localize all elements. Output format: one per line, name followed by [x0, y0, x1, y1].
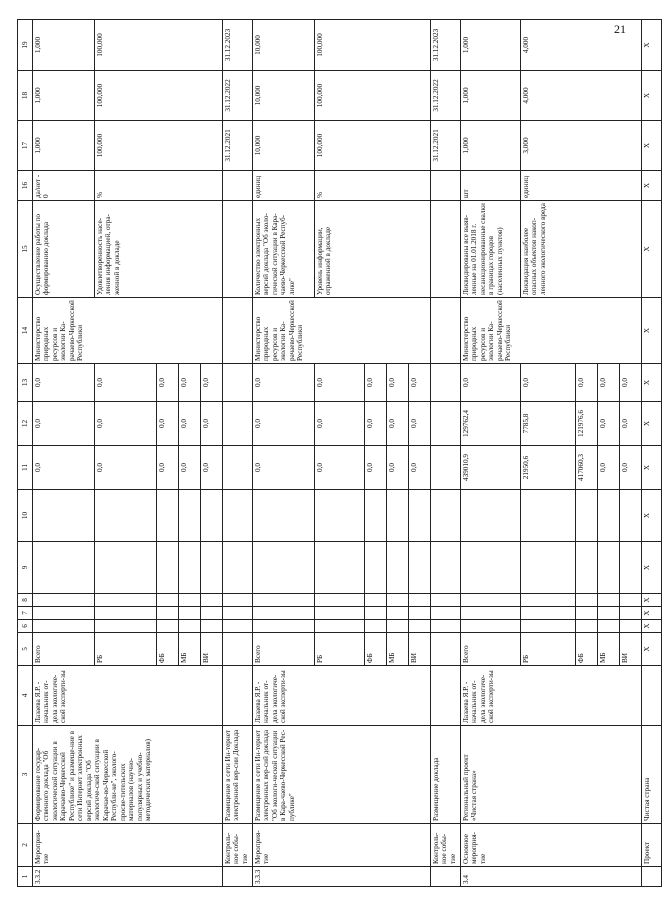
value-cell: 3,000	[521, 121, 642, 171]
value-cell: 0,0	[179, 402, 201, 446]
value-cell: 0,0	[33, 446, 95, 490]
value-cell: 0,0	[201, 446, 223, 490]
table-row	[431, 20, 461, 887]
indicator: Удовлетворенность насе-ления информацией, отра-женной в докладе	[95, 201, 223, 298]
value-cell: 0,0	[157, 364, 179, 402]
value-cell: 100,000	[315, 121, 431, 171]
unit: %	[95, 171, 223, 201]
value-cell: 100,000	[315, 20, 431, 71]
x-mark: X	[642, 620, 662, 633]
item-type: Мероприя-тие	[253, 824, 431, 867]
value-cell: 100,000	[95, 20, 223, 71]
value-cell: 0,0	[387, 402, 409, 446]
fund-source: ФБ	[576, 633, 598, 666]
header-cell: 14	[18, 298, 33, 364]
value-cell: 10,000	[253, 121, 315, 171]
item-type: Контроль-ное собы-тие	[431, 824, 461, 867]
value-cell: 10,000	[253, 71, 315, 121]
header-cell: 11	[18, 446, 33, 490]
date-cell: 31.12.2022	[431, 71, 461, 121]
item-type: Основное мероприя-тие	[461, 824, 642, 867]
responsible: Лазаева Я.Р. - начальник от-дела экологиче-ской эксперти-зы	[461, 666, 642, 726]
unit: единиц	[521, 171, 642, 201]
value-cell: 1,000	[33, 121, 95, 171]
fund-source: ФБ	[365, 633, 387, 666]
value-cell: 129762,4	[461, 402, 521, 446]
fund-source: ВИ	[620, 633, 642, 666]
date-cell: 31.12.2022	[223, 71, 253, 121]
value-cell: 0,0	[179, 446, 201, 490]
column-number-row	[18, 20, 33, 887]
indicator: Количество электронных версий доклада "Об эколо-гической ситуации в Кара-чаево-Черкесской Респуб-лике"	[253, 201, 315, 298]
value-cell: 0,0	[315, 402, 365, 446]
value-cell: 1,000	[461, 121, 521, 171]
item-name: Размещение в сети Ин-тернет электронных вер-сий доклада "Об экологи-ческой ситуации в Кара-чаево-Черкесской Рес-публике"	[253, 726, 431, 824]
header-cell: 13	[18, 364, 33, 402]
item-number: 3.3.3	[253, 867, 431, 887]
value-cell: 0,0	[365, 402, 387, 446]
unit: единиц	[253, 171, 315, 201]
table-row	[642, 20, 662, 887]
x-mark: X	[642, 542, 662, 594]
value-cell: 0,0	[409, 446, 431, 490]
date-cell: 31.12.2023	[223, 20, 253, 71]
value-cell: 0,0	[33, 402, 95, 446]
executor: Министерство природных ресурсов и экологии Ка-рачаево-Черкесской Республики	[461, 298, 642, 364]
x-mark: X	[642, 298, 662, 364]
item-number: 3.3.2	[33, 867, 223, 887]
value-cell: 0,0	[387, 364, 409, 402]
item-number: 3.4	[461, 867, 642, 887]
fund-source: ВИ	[201, 633, 223, 666]
header-cell: 4	[18, 666, 33, 726]
x-mark: X	[642, 633, 662, 666]
value-cell: 0,0	[576, 364, 598, 402]
x-mark: X	[642, 402, 662, 446]
header-cell: 1	[18, 867, 33, 887]
header-cell: 5	[18, 633, 33, 666]
item-name: Региональный проект «Чистая страна»	[461, 726, 642, 824]
indicator: Ликвидация наиболее опасных объектов накоп-ленного экологического вреда	[521, 201, 642, 298]
value-cell: 0,0	[620, 402, 642, 446]
header-cell: 2	[18, 824, 33, 867]
fund-source: МБ	[179, 633, 201, 666]
value-cell: 7785,8	[521, 402, 576, 446]
x-mark: X	[642, 71, 662, 121]
header-cell: 16	[18, 171, 33, 201]
x-mark: X	[642, 490, 662, 542]
value-cell: 1,000	[33, 20, 95, 71]
value-cell: 0,0	[157, 402, 179, 446]
value-cell: 100,000	[315, 71, 431, 121]
fund-source: Всего	[33, 633, 95, 666]
item-type: Мероприя-тие	[33, 824, 223, 867]
item-type: Контроль-ное собы-тие	[223, 824, 253, 867]
item-type: Проект	[642, 824, 662, 867]
header-cell: 3	[18, 726, 33, 824]
value-cell: 10,000	[253, 20, 315, 71]
program-table	[17, 19, 662, 887]
fund-source: Всего	[253, 633, 315, 666]
date-cell: 31.12.2021	[431, 121, 461, 171]
header-cell: 9	[18, 542, 33, 594]
value-cell: 121976,6	[576, 402, 598, 446]
value-cell: 0,0	[598, 364, 620, 402]
table-row	[253, 20, 315, 887]
header-cell: 19	[18, 20, 33, 71]
value-cell: 0,0	[253, 402, 315, 446]
unit: шт	[461, 171, 521, 201]
x-mark: X	[642, 607, 662, 620]
value-cell: 100,000	[95, 71, 223, 121]
value-cell: 1,000	[33, 71, 95, 121]
value-cell: 0,0	[365, 364, 387, 402]
x-mark: X	[642, 364, 662, 402]
header-cell: 18	[18, 71, 33, 121]
value-cell: 1,000	[461, 71, 521, 121]
value-cell: 4,000	[521, 71, 642, 121]
rotated-table-wrapper	[17, 20, 651, 887]
x-mark: X	[642, 446, 662, 490]
header-cell: 17	[18, 121, 33, 171]
value-cell: 1,000	[461, 20, 521, 71]
fund-source: Всего	[461, 633, 521, 666]
x-mark: X	[642, 594, 662, 607]
fund-source: РБ	[315, 633, 365, 666]
x-mark: X	[642, 121, 662, 171]
value-cell: 0,0	[315, 446, 365, 490]
value-cell: 0,0	[315, 364, 365, 402]
item-name: Формирование государ-ственного доклада "Об экологической ситуации в Карачаево-Черкесской Республике" и размеще-ние в сети Интернет электронных версий доклада "Об экологиче-ской ситуации в Карачае-во-Черкесской Республи-ке", эколого-просве-тительских материалов (научно-популярных и учебно-методических материалов)	[33, 726, 223, 824]
item-name: Размещение в сети Ин-тернет электронной вер-сии Доклада	[223, 726, 253, 824]
value-cell: 0,0	[598, 446, 620, 490]
value-cell: 21950,6	[521, 446, 576, 490]
value-cell: 0,0	[620, 446, 642, 490]
value-cell: 0,0	[365, 446, 387, 490]
value-cell: 100,000	[95, 121, 223, 171]
value-cell: 0,0	[157, 446, 179, 490]
value-cell: 0,0	[598, 402, 620, 446]
fund-source: ФБ	[157, 633, 179, 666]
executor: Министерство природных ресурсов и экологии Ка-рачаево-Черкесской Республики	[253, 298, 431, 364]
value-cell: 0,0	[201, 364, 223, 402]
value-cell: 0,0	[95, 446, 157, 490]
value-cell: 0,0	[387, 446, 409, 490]
value-cell: 0,0	[409, 402, 431, 446]
value-cell: 0,0	[95, 364, 157, 402]
fund-source: РБ	[95, 633, 157, 666]
unit: да/нет - 0	[33, 171, 95, 201]
fund-source: РБ	[521, 633, 576, 666]
page-number: 21	[614, 22, 626, 36]
value-cell: 0,0	[620, 364, 642, 402]
value-cell: 4,000	[521, 20, 642, 71]
value-cell: 0,0	[253, 446, 315, 490]
header-cell: 15	[18, 201, 33, 298]
indicator: Осуществление работы по формированию доклада	[33, 201, 95, 298]
value-cell: 0,0	[521, 364, 576, 402]
value-cell: 0,0	[253, 364, 315, 402]
table-row	[33, 20, 95, 887]
table-row	[223, 20, 253, 887]
indicator: Ликвидированы все выяв-ленные на 01.01.2018 г. несанкционированные свалки в границах городов (населенных пунктов)	[461, 201, 521, 298]
value-cell: 0,0	[409, 364, 431, 402]
value-cell: 0,0	[33, 364, 95, 402]
date-cell: 31.12.2023	[431, 20, 461, 71]
date-cell: 31.12.2021	[223, 121, 253, 171]
item-name: Размещение доклада	[431, 726, 461, 824]
value-cell: 0,0	[201, 402, 223, 446]
responsible: Лазаева Я.Р. - начальник от-дела экологиче-ской эксперти-зы	[253, 666, 431, 726]
value-cell: 417060,3	[576, 446, 598, 490]
header-cell: 7	[18, 607, 33, 620]
responsible: Лазаева Я.Р. - начальник от-дела экологиче-ской эксперти-зы	[33, 666, 223, 726]
unit: %	[315, 171, 431, 201]
indicator: Уровень информации, отраженной в докладе	[315, 201, 431, 298]
x-mark: X	[642, 171, 662, 201]
table-row	[461, 20, 521, 887]
executor: Министерство природных ресурсов и экологии Ка-рачаево-Черкесской Республики	[33, 298, 223, 364]
table-page	[17, 20, 651, 887]
header-cell: 6	[18, 620, 33, 633]
header-cell: 10	[18, 490, 33, 542]
fund-source: ВИ	[409, 633, 431, 666]
x-mark: X	[642, 201, 662, 298]
item-name: Чистая страна	[642, 726, 662, 824]
value-cell: 0,0	[179, 364, 201, 402]
value-cell: 0,0	[95, 402, 157, 446]
value-cell: 439010,9	[461, 446, 521, 490]
x-mark: X	[642, 20, 662, 71]
fund-source: МБ	[598, 633, 620, 666]
header-cell: 8	[18, 594, 33, 607]
value-cell: 0,0	[461, 364, 521, 402]
header-cell: 12	[18, 402, 33, 446]
fund-source: МБ	[387, 633, 409, 666]
